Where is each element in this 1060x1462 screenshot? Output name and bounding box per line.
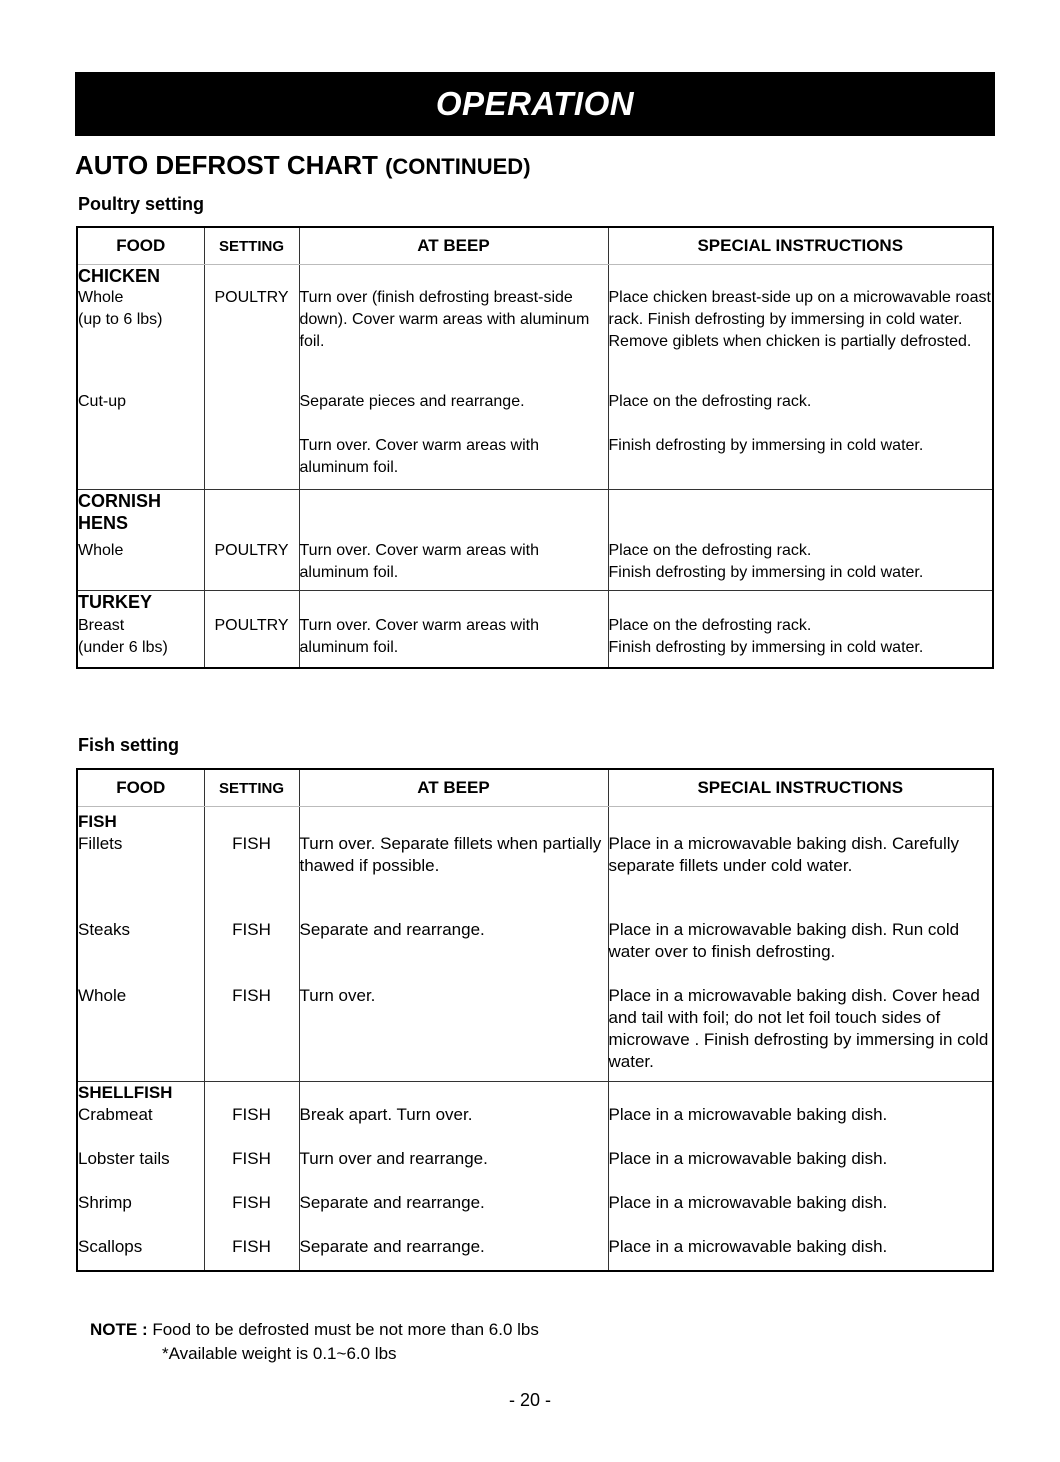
- inst-shrimp: Place in a microwavable baking dish.: [608, 1192, 993, 1236]
- setting-shrimp: FISH: [204, 1192, 299, 1236]
- table-row: [77, 540, 993, 591]
- shellfish-group: [77, 1082, 993, 1272]
- note-label: NOTE :: [90, 1320, 148, 1339]
- page-title: [75, 150, 531, 181]
- inst-crabmeat: Place in a microwavable baking dish.: [608, 1104, 993, 1148]
- beep-shrimp: Separate and rearrange.: [299, 1192, 608, 1236]
- header-banner: [75, 72, 995, 136]
- food-turkey-breast: Breast (under 6 lbs): [77, 615, 204, 668]
- table-row: [77, 391, 993, 435]
- food-cornish-whole: Whole: [77, 540, 204, 591]
- page-title-main: AUTO DEFROST CHART: [75, 150, 378, 180]
- col-header-at-beep: AT BEEP: [299, 227, 608, 265]
- beep-chicken-cutup-1: Separate pieces and rearrange.: [299, 391, 608, 435]
- turkey-group: [77, 591, 993, 669]
- beep-fish-steaks: Separate and rearrange.: [299, 919, 608, 985]
- setting-lobster-tails: FISH: [204, 1148, 299, 1192]
- table-row: [77, 287, 993, 391]
- setting-cornish-whole: POULTRY: [204, 540, 299, 591]
- food-crabmeat: Crabmeat: [77, 1104, 204, 1148]
- beep-scallops: Separate and rearrange.: [299, 1236, 608, 1271]
- table-row: [77, 435, 993, 490]
- note-line-1: [90, 1318, 539, 1342]
- table-header-row: [77, 769, 993, 807]
- category-turkey: TURKEY: [77, 591, 204, 616]
- food-chicken-cutup: Cut-up: [77, 391, 204, 435]
- setting-scallops: FISH: [204, 1236, 299, 1271]
- inst-chicken-cutup-1: Place on the defrosting rack.: [608, 391, 993, 435]
- table-row: [77, 615, 993, 668]
- beep-fish-whole: Turn over.: [299, 985, 608, 1082]
- table-header-row: [77, 227, 993, 265]
- inst-lobster-tails: Place in a microwavable baking dish.: [608, 1148, 993, 1192]
- poultry-table: [76, 226, 994, 669]
- food-fish-whole: Whole: [77, 985, 204, 1082]
- food-shrimp: Shrimp: [77, 1192, 204, 1236]
- category-cornish-hens: CORNISH HENS: [77, 490, 204, 541]
- food-chicken-whole: Whole (up to 6 lbs): [77, 287, 204, 391]
- inst-cornish-whole: Place on the defrosting rack. Finish defrosting by immersing in cold water.: [608, 540, 993, 591]
- food-scallops: Scallops: [77, 1236, 204, 1271]
- setting-fish-steaks: FISH: [204, 919, 299, 985]
- page-title-suffix: (CONTINUED): [385, 154, 531, 179]
- inst-fish-whole: Place in a microwavable baking dish. Cover head and tail with foil; do not let foil touch sides of microwave . Finish defrosting by immersing in cold water.: [608, 985, 993, 1082]
- poultry-section-label: Poultry setting: [78, 194, 205, 214]
- food-lobster-tails: Lobster tails: [77, 1148, 204, 1192]
- table-row: [77, 1236, 993, 1271]
- col-header-setting: SETTING: [204, 769, 299, 807]
- table-row: [77, 1148, 993, 1192]
- col-header-special-instructions: SPECIAL INSTRUCTIONS: [608, 227, 993, 265]
- note-text-1: Food to be defrosted must be not more than 6.0 lbs: [152, 1320, 539, 1339]
- table-row: [77, 833, 993, 919]
- inst-chicken-whole: Place chicken breast-side up on a microwavable roast rack. Finish defrosting by immersing in cold water. Remove giblets when chicken is partially defrosted.: [608, 287, 993, 391]
- inst-fish-steaks: Place in a microwavable baking dish. Run cold water over to finish defrosting.: [608, 919, 993, 985]
- col-header-special-instructions: SPECIAL INSTRUCTIONS: [608, 769, 993, 807]
- chicken-group: [77, 265, 993, 490]
- col-header-setting: SETTING: [204, 227, 299, 265]
- col-header-food: FOOD: [77, 227, 204, 265]
- table-row: [77, 1192, 993, 1236]
- inst-turkey-breast: Place on the defrosting rack. Finish defrosting by immersing in cold water.: [608, 615, 993, 668]
- food-fish-fillets: Fillets: [77, 833, 204, 919]
- cornish-hens-group: [77, 490, 993, 591]
- beep-lobster-tails: Turn over and rearrange.: [299, 1148, 608, 1192]
- setting-crabmeat: FISH: [204, 1104, 299, 1148]
- fish-table: [76, 768, 994, 1272]
- setting-turkey-breast: POULTRY: [204, 615, 299, 668]
- banner-title: OPERATION: [435, 85, 635, 122]
- table-row: [77, 1104, 993, 1148]
- beep-chicken-cutup-2: Turn over. Cover warm areas with aluminum foil.: [299, 435, 608, 490]
- page-number: - 20 -: [508, 1390, 551, 1410]
- setting-fish-whole: FISH: [204, 985, 299, 1082]
- food-fish-steaks: Steaks: [77, 919, 204, 985]
- table-row: [77, 985, 993, 1082]
- note: [90, 1318, 539, 1366]
- inst-scallops: Place in a microwavable baking dish.: [608, 1236, 993, 1271]
- beep-cornish-whole: Turn over. Cover warm areas with aluminum foil.: [299, 540, 608, 591]
- category-fish: FISH: [77, 807, 204, 834]
- inst-chicken-cutup-2: Finish defrosting by immersing in cold water.: [608, 435, 993, 490]
- category-chicken: CHICKEN: [77, 265, 204, 288]
- beep-fish-fillets: Turn over. Separate fillets when partially thawed if possible.: [299, 833, 608, 919]
- setting-chicken-whole: POULTRY: [204, 287, 299, 391]
- beep-crabmeat: Break apart. Turn over.: [299, 1104, 608, 1148]
- beep-chicken-whole: Turn over (finish defrosting breast-side down). Cover warm areas with aluminum foil.: [299, 287, 608, 391]
- col-header-food: FOOD: [77, 769, 204, 807]
- inst-fish-fillets: Place in a microwavable baking dish. Carefully separate fillets under cold water.: [608, 833, 993, 919]
- setting-fish-fillets: FISH: [204, 833, 299, 919]
- table-row: [77, 919, 993, 985]
- fish-group: [77, 807, 993, 1082]
- beep-turkey-breast: Turn over. Cover warm areas with aluminum foil.: [299, 615, 608, 668]
- category-shellfish: SHELLFISH: [77, 1082, 204, 1105]
- fish-section-label: Fish setting: [78, 735, 180, 755]
- note-line-2: *Available weight is 0.1~6.0 lbs: [162, 1344, 397, 1363]
- col-header-at-beep: AT BEEP: [299, 769, 608, 807]
